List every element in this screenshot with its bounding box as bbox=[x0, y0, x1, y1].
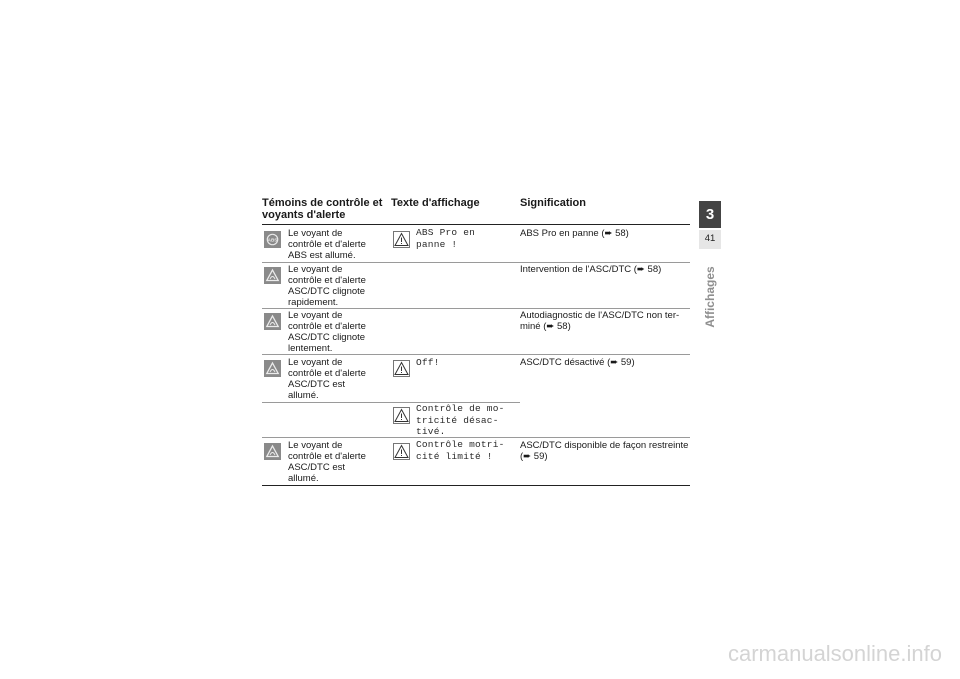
row6-meaning: ASC/DTC disponible de façon restreinte (➨ 59) bbox=[520, 440, 689, 462]
row-separator bbox=[262, 262, 520, 263]
svg-text:ABS: ABS bbox=[267, 237, 278, 243]
row6-description: Le voyant de contrôle et d'alerte ASC/DTC est allumé. bbox=[288, 440, 366, 484]
page-ref-arrow-icon: ➨ bbox=[610, 357, 619, 368]
row3-meaning: Autodiagnostic de l'ASC/DTC non ter- miné (➨ 58) bbox=[520, 310, 680, 332]
page-ref-arrow-icon: ➨ bbox=[636, 264, 645, 275]
row2-meaning: Intervention de l'ASC/DTC (➨ 58) bbox=[520, 264, 662, 275]
page-ref-arrow-icon: ➨ bbox=[523, 451, 532, 462]
row-separator bbox=[262, 437, 690, 438]
row6-display-text: Contrôle motri- cité limité ! bbox=[416, 439, 505, 462]
table-bottom-rule bbox=[262, 485, 690, 486]
asc-dtc-warning-icon bbox=[264, 360, 281, 377]
header-meaning: Signification bbox=[520, 197, 586, 209]
row4-description: Le voyant de contrôle et d'alerte ASC/DTC est allumé. bbox=[288, 357, 366, 401]
chapter-number: 3 bbox=[699, 201, 721, 228]
row-separator bbox=[262, 354, 690, 355]
chapter-title-tab bbox=[699, 249, 721, 344]
row1-description: Le voyant de contrôle et d'alerte ABS est allumé. bbox=[288, 228, 366, 261]
row1-meaning: ABS Pro en panne (➨ 58) bbox=[520, 228, 629, 239]
page-ref-arrow-icon: ➨ bbox=[604, 228, 613, 239]
header-indicators: Témoins de contrôle et voyants d'alerte bbox=[262, 197, 383, 221]
row-separator bbox=[520, 262, 690, 263]
watermark: carmanualsonline.info bbox=[727, 641, 942, 666]
warning-triangle-icon bbox=[393, 360, 410, 377]
row5-display-text: Contrôle de mo- tricité désac- tivé. bbox=[416, 403, 505, 437]
header-rule bbox=[262, 224, 690, 225]
row2-description: Le voyant de contrôle et d'alerte ASC/DTC clignote rapidement. bbox=[288, 264, 366, 308]
warning-triangle-icon bbox=[393, 443, 410, 460]
asc-dtc-warning-icon bbox=[264, 443, 281, 460]
abs-warning-icon bbox=[264, 231, 281, 248]
page-number: 41 bbox=[699, 229, 721, 249]
warning-triangle-icon bbox=[393, 231, 410, 248]
warning-triangle-icon bbox=[393, 407, 410, 424]
chapter-title: Affichages bbox=[703, 265, 717, 328]
row-separator bbox=[262, 308, 690, 309]
row3-description: Le voyant de contrôle et d'alerte ASC/DTC clignote lentement. bbox=[288, 310, 366, 354]
row4-meaning: ASC/DTC désactivé (➨ 59) bbox=[520, 357, 635, 368]
row4-display-text: Off! bbox=[416, 357, 440, 368]
row1-display-text: ABS Pro en panne ! bbox=[416, 227, 476, 250]
page-ref-arrow-icon: ➨ bbox=[546, 321, 555, 332]
asc-dtc-warning-icon bbox=[264, 267, 281, 284]
asc-dtc-warning-icon bbox=[264, 313, 281, 330]
header-display-text: Texte d'affichage bbox=[391, 197, 480, 209]
